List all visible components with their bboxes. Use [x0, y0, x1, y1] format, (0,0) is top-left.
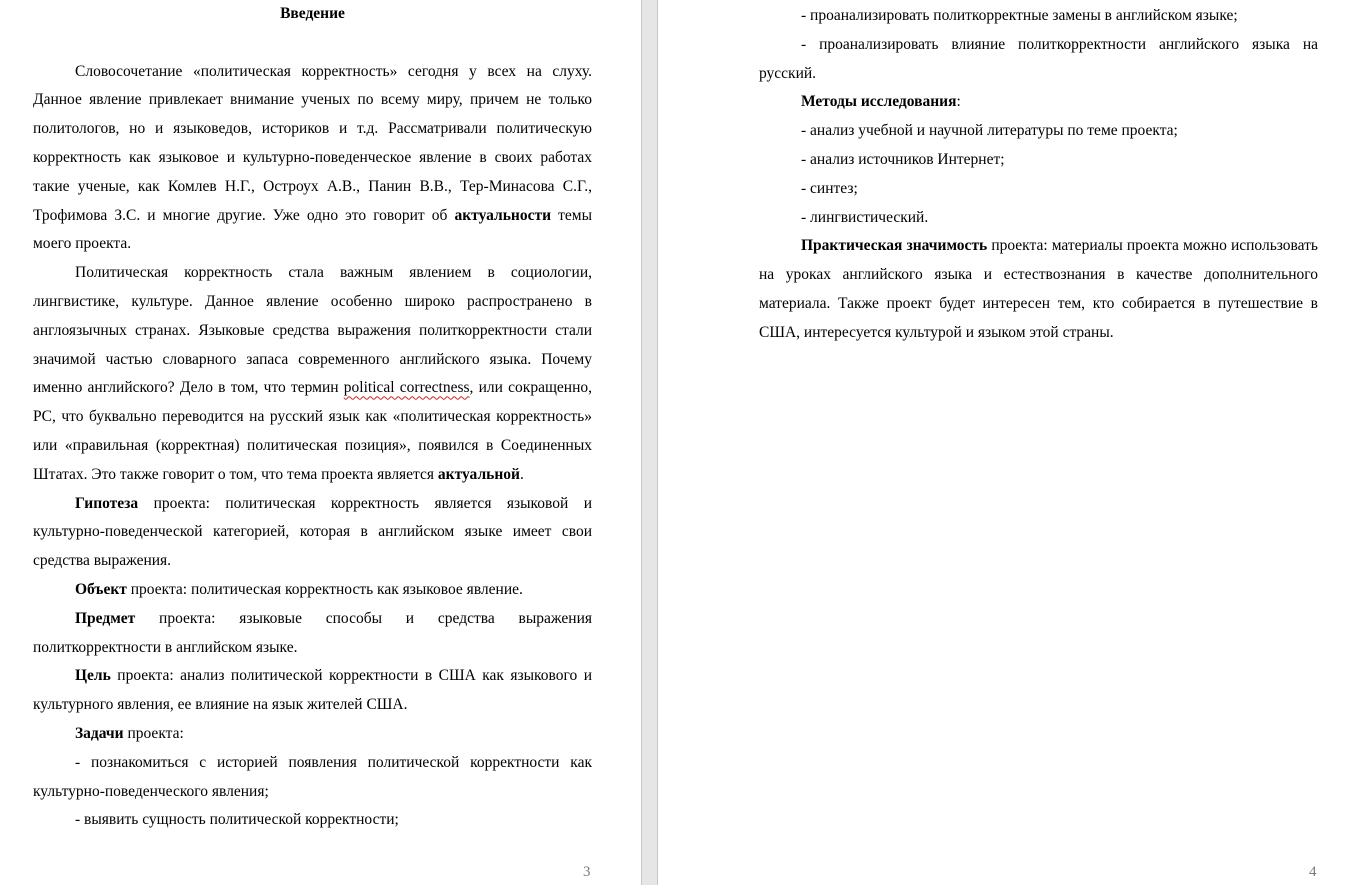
bold-term: Предмет [75, 609, 136, 627]
paragraph-text: проекта: языковые способы и средства выражения политкорректности в английском языке. [33, 609, 592, 656]
bold-term: Объект [75, 580, 127, 598]
paragraph-goal[interactable] [33, 662, 592, 720]
bold-term: актуальной [437, 465, 520, 483]
spellcheck-underlined-term[interactable]: political correctness [343, 379, 470, 397]
paragraph-object[interactable] [33, 576, 592, 605]
paragraph-text: проекта: материалы проекта можно использовать на уроках английского языка и естествознания в качестве дополнительного материала. Также проект будет интересен тем, кто собирается в путешествие в США, интересуется культурой и языком этой страны. [759, 237, 1318, 341]
bold-term: Гипотеза [75, 494, 139, 512]
document-page-right[interactable] [658, 0, 1354, 885]
paragraph-practical-significance[interactable] [759, 232, 1318, 347]
list-item-task[interactable]: - проанализировать политкорректные замены в английском языке; [801, 7, 1238, 24]
page-body[interactable] [759, 2, 1318, 348]
paragraph-intro[interactable] [33, 58, 592, 260]
paragraph-text: : [956, 93, 961, 111]
paragraph-text: , или сокращенно, PC, что буквально переводится на русский язык как «политическая корректность» или «правильная (корректная) политическая позиция», появился в Соединенных Штатах. Это также говорит о том, что тема проекта является [33, 379, 592, 483]
list-item-task[interactable]: - познакомиться с историей появления политической корректности как культурно-поведенческого явления; [33, 753, 592, 800]
paragraph-hypothesis[interactable] [33, 490, 592, 576]
paragraph-text: проекта: политическая корректность как языковое явление. [126, 580, 523, 598]
bold-term: Практическая значимость [801, 237, 988, 255]
list-item-method[interactable]: - синтез; [801, 179, 858, 197]
page-body[interactable] [33, 0, 592, 835]
page-number: 3 [583, 864, 591, 880]
paragraph-text: Политическая корректность стала важным явлением в социологии, лингвистике, культуре. Данное явление особенно широко распространено в англоязычных странах. Языковые средства выражения политкорректности стали значимой частью словарного запаса современного английского языка. Почему именно английского? Дело в том, что термин [33, 264, 592, 397]
bold-term: Задачи [75, 724, 124, 742]
list-item-method[interactable]: - лингвистический. [801, 208, 929, 226]
paragraph-subject[interactable] [33, 605, 592, 663]
paragraph-tasks[interactable] [33, 720, 592, 749]
paragraph-text: темы моего проекта. [33, 206, 592, 253]
paragraph-text: проекта: [123, 724, 184, 742]
paragraph-relevance[interactable] [33, 259, 592, 489]
blank-line [33, 29, 592, 58]
list-item-method[interactable]: - анализ источников Интернет; [801, 150, 1005, 168]
paragraph-text: Словосочетание «политическая корректность» сегодня у всех на слуху. Данное явление привлекает внимание ученых по всему миру, причем не только политологов, но и языковедов, историков и т.д. Рассматривали политическую корректность как языковое и культурно-поведенческое явление в своих работах такие ученые, как Комлев Н.Г., Остроух А.В., Панин В.В., Тер-Минасова С.Г., Трофимова З.С. и многие другие. Уже одно это говорит об [33, 62, 592, 224]
paragraph-methods[interactable] [759, 88, 1318, 117]
document-page-left[interactable] [0, 0, 641, 885]
list-item-method[interactable]: - анализ учебной и научной литературы по теме проекта; [801, 122, 1178, 140]
list-item-task[interactable]: - выявить сущность политической корректности; [75, 811, 399, 829]
paragraph-text: . [519, 465, 524, 483]
bold-term: Методы исследования [801, 93, 957, 111]
bold-term: актуальности [454, 206, 552, 224]
list-item-task[interactable]: - проанализировать влияние политкорректности английского языка на русский. [759, 35, 1318, 82]
page-divider [641, 0, 642, 885]
page-number: 4 [1309, 864, 1317, 880]
bold-term: Цель [75, 667, 111, 685]
paragraph-text: проекта: анализ политической корректности в США как языкового и культурного явления, ее влияние на язык жителей США. [33, 667, 592, 714]
paragraph-text: проекта: политическая корректность является языковой и культурно-поведенческой категорией, которая в английском языке имеет свои средства выражения. [33, 494, 592, 570]
section-title: Введение [280, 5, 345, 22]
